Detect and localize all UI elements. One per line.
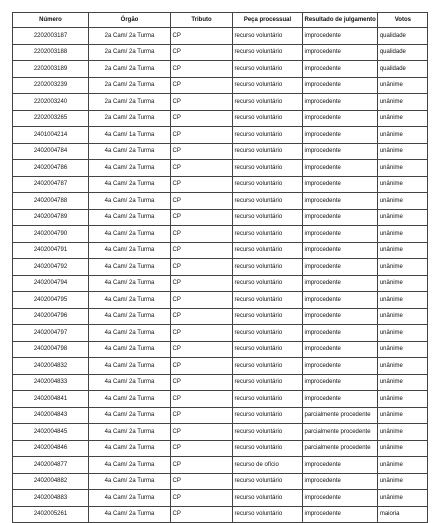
votos-cell: unânime	[378, 457, 428, 474]
table-row	[13, 176, 428, 193]
resultado-cell: improcedente	[303, 160, 378, 177]
table-row	[13, 209, 428, 226]
table-header-row	[13, 13, 428, 28]
numero-cell: 2402004877	[13, 457, 89, 474]
tributo-cell: CP	[171, 424, 233, 441]
orgao-cell: 4a Cam/ 2a Turma	[89, 143, 171, 160]
peca-cell: recurso voluntário	[233, 424, 303, 441]
orgao-cell: 4a Cam/ 2a Turma	[89, 259, 171, 276]
tributo-cell: CP	[171, 358, 233, 375]
votos-cell: unânime	[378, 374, 428, 391]
table-row	[13, 358, 428, 375]
numero-cell: 2202003265	[13, 110, 89, 127]
peca-cell: recurso voluntário	[233, 275, 303, 292]
orgao-cell: 4a Cam/ 2a Turma	[89, 325, 171, 342]
tributo-cell: CP	[171, 325, 233, 342]
header-peca-processual: Peça processual	[233, 13, 303, 28]
numero-cell: 2202003187	[13, 28, 89, 45]
resultado-cell: improcedente	[303, 77, 378, 94]
resultado-cell: improcedente	[303, 473, 378, 490]
tributo-cell: CP	[171, 341, 233, 358]
orgao-cell: 4a Cam/ 1a Turma	[89, 127, 171, 144]
tributo-cell: CP	[171, 473, 233, 490]
votos-cell: unânime	[378, 176, 428, 193]
orgao-cell: 4a Cam/ 2a Turma	[89, 424, 171, 441]
resultado-cell: improcedente	[303, 292, 378, 309]
resultado-cell: improcedente	[303, 94, 378, 111]
table-row	[13, 391, 428, 408]
tributo-cell: CP	[171, 94, 233, 111]
header-resultado: Resultado de julgamento	[303, 13, 378, 28]
table-row	[13, 374, 428, 391]
tributo-cell: CP	[171, 193, 233, 210]
table-row	[13, 275, 428, 292]
tributo-cell: CP	[171, 127, 233, 144]
table-row	[13, 308, 428, 325]
table-row	[13, 44, 428, 61]
tributo-cell: CP	[171, 242, 233, 259]
votos-cell: unânime	[378, 226, 428, 243]
votos-cell: unânime	[378, 209, 428, 226]
numero-cell: 2402004797	[13, 325, 89, 342]
resultado-cell: improcedente	[303, 490, 378, 507]
table-body	[13, 28, 428, 523]
orgao-cell: 4a Cam/ 2a Turma	[89, 292, 171, 309]
resultado-cell: improcedente	[303, 143, 378, 160]
numero-cell: 2401004214	[13, 127, 89, 144]
orgao-cell: 4a Cam/ 2a Turma	[89, 242, 171, 259]
orgao-cell: 2a Cam/ 2a Turma	[89, 28, 171, 45]
tributo-cell: CP	[171, 209, 233, 226]
document-page	[12, 12, 428, 523]
peca-cell: recurso voluntário	[233, 407, 303, 424]
votos-cell: unânime	[378, 325, 428, 342]
resultado-cell: improcedente	[303, 242, 378, 259]
table-row	[13, 325, 428, 342]
table-row	[13, 292, 428, 309]
peca-cell: recurso voluntário	[233, 160, 303, 177]
resultado-cell: parcialmente procedente	[303, 407, 378, 424]
peca-cell: recurso voluntário	[233, 28, 303, 45]
resultado-cell: improcedente	[303, 44, 378, 61]
table-row	[13, 193, 428, 210]
resultado-cell: improcedente	[303, 61, 378, 78]
table-row	[13, 407, 428, 424]
numero-cell: 2402004790	[13, 226, 89, 243]
tributo-cell: CP	[171, 176, 233, 193]
peca-cell: recurso voluntário	[233, 143, 303, 160]
orgao-cell: 4a Cam/ 2a Turma	[89, 308, 171, 325]
tributo-cell: CP	[171, 506, 233, 523]
peca-cell: recurso voluntário	[233, 110, 303, 127]
table-row	[13, 424, 428, 441]
votos-cell: unânime	[378, 424, 428, 441]
numero-cell: 2402004786	[13, 160, 89, 177]
table-row	[13, 341, 428, 358]
peca-cell: recurso de ofício	[233, 457, 303, 474]
numero-cell: 2402004798	[13, 341, 89, 358]
orgao-cell: 4a Cam/ 2a Turma	[89, 407, 171, 424]
votos-cell: unânime	[378, 358, 428, 375]
numero-cell: 2402004883	[13, 490, 89, 507]
numero-cell: 2402004791	[13, 242, 89, 259]
votos-cell: qualidade	[378, 28, 428, 45]
peca-cell: recurso voluntário	[233, 506, 303, 523]
numero-cell: 2202003189	[13, 61, 89, 78]
peca-cell: recurso voluntário	[233, 374, 303, 391]
votos-cell: unânime	[378, 110, 428, 127]
resultado-cell: improcedente	[303, 325, 378, 342]
votos-cell: unânime	[378, 143, 428, 160]
table-row	[13, 160, 428, 177]
table-row	[13, 226, 428, 243]
votos-cell: unânime	[378, 259, 428, 276]
numero-cell: 2202003240	[13, 94, 89, 111]
resultado-cell: improcedente	[303, 374, 378, 391]
votos-cell: unânime	[378, 341, 428, 358]
numero-cell: 2202003188	[13, 44, 89, 61]
table-row	[13, 143, 428, 160]
votos-cell: unânime	[378, 77, 428, 94]
votos-cell: unânime	[378, 193, 428, 210]
resultado-cell: improcedente	[303, 193, 378, 210]
votos-cell: unânime	[378, 242, 428, 259]
tributo-cell: CP	[171, 490, 233, 507]
numero-cell: 2402005261	[13, 506, 89, 523]
resultado-cell: improcedente	[303, 127, 378, 144]
judgment-table	[12, 12, 428, 523]
orgao-cell: 4a Cam/ 2a Turma	[89, 226, 171, 243]
numero-cell: 2402004832	[13, 358, 89, 375]
orgao-cell: 4a Cam/ 2a Turma	[89, 473, 171, 490]
orgao-cell: 4a Cam/ 2a Turma	[89, 160, 171, 177]
orgao-cell: 4a Cam/ 2a Turma	[89, 275, 171, 292]
resultado-cell: parcialmente procedente	[303, 424, 378, 441]
tributo-cell: CP	[171, 440, 233, 457]
tributo-cell: CP	[171, 160, 233, 177]
resultado-cell: improcedente	[303, 358, 378, 375]
orgao-cell: 4a Cam/ 2a Turma	[89, 374, 171, 391]
peca-cell: recurso voluntário	[233, 308, 303, 325]
votos-cell: unânime	[378, 94, 428, 111]
orgao-cell: 4a Cam/ 2a Turma	[89, 341, 171, 358]
resultado-cell: improcedente	[303, 28, 378, 45]
resultado-cell: improcedente	[303, 209, 378, 226]
tributo-cell: CP	[171, 28, 233, 45]
votos-cell: maioria	[378, 506, 428, 523]
header-tributo: Tributo	[171, 13, 233, 28]
numero-cell: 2402004846	[13, 440, 89, 457]
table-row	[13, 457, 428, 474]
numero-cell: 2402004843	[13, 407, 89, 424]
tributo-cell: CP	[171, 226, 233, 243]
tributo-cell: CP	[171, 61, 233, 78]
tributo-cell: CP	[171, 374, 233, 391]
numero-cell: 2402004792	[13, 259, 89, 276]
orgao-cell: 4a Cam/ 2a Turma	[89, 391, 171, 408]
votos-cell: unânime	[378, 440, 428, 457]
tributo-cell: CP	[171, 44, 233, 61]
orgao-cell: 4a Cam/ 2a Turma	[89, 358, 171, 375]
resultado-cell: improcedente	[303, 341, 378, 358]
peca-cell: recurso voluntário	[233, 77, 303, 94]
orgao-cell: 4a Cam/ 2a Turma	[89, 176, 171, 193]
votos-cell: unânime	[378, 308, 428, 325]
table-row	[13, 440, 428, 457]
numero-cell: 2202003239	[13, 77, 89, 94]
tributo-cell: CP	[171, 110, 233, 127]
votos-cell: unânime	[378, 473, 428, 490]
orgao-cell: 4a Cam/ 2a Turma	[89, 440, 171, 457]
numero-cell: 2402004787	[13, 176, 89, 193]
peca-cell: recurso voluntário	[233, 176, 303, 193]
peca-cell: recurso voluntário	[233, 490, 303, 507]
tributo-cell: CP	[171, 259, 233, 276]
orgao-cell: 4a Cam/ 2a Turma	[89, 506, 171, 523]
orgao-cell: 4a Cam/ 2a Turma	[89, 209, 171, 226]
tributo-cell: CP	[171, 143, 233, 160]
resultado-cell: improcedente	[303, 391, 378, 408]
peca-cell: recurso voluntário	[233, 209, 303, 226]
orgao-cell: 4a Cam/ 2a Turma	[89, 490, 171, 507]
table-row	[13, 61, 428, 78]
peca-cell: recurso voluntário	[233, 193, 303, 210]
numero-cell: 2402004845	[13, 424, 89, 441]
tributo-cell: CP	[171, 275, 233, 292]
peca-cell: recurso voluntário	[233, 358, 303, 375]
votos-cell: unânime	[378, 490, 428, 507]
peca-cell: recurso voluntário	[233, 94, 303, 111]
orgao-cell: 2a Cam/ 2a Turma	[89, 94, 171, 111]
orgao-cell: 2a Cam/ 2a Turma	[89, 77, 171, 94]
table-row	[13, 473, 428, 490]
numero-cell: 2402004795	[13, 292, 89, 309]
resultado-cell: improcedente	[303, 506, 378, 523]
table-row	[13, 506, 428, 523]
tributo-cell: CP	[171, 292, 233, 309]
numero-cell: 2402004788	[13, 193, 89, 210]
orgao-cell: 4a Cam/ 2a Turma	[89, 457, 171, 474]
peca-cell: recurso voluntário	[233, 127, 303, 144]
peca-cell: recurso voluntário	[233, 325, 303, 342]
peca-cell: recurso voluntário	[233, 473, 303, 490]
peca-cell: recurso voluntário	[233, 226, 303, 243]
tributo-cell: CP	[171, 407, 233, 424]
votos-cell: unânime	[378, 160, 428, 177]
peca-cell: recurso voluntário	[233, 44, 303, 61]
table-row	[13, 110, 428, 127]
resultado-cell: improcedente	[303, 226, 378, 243]
votos-cell: unânime	[378, 391, 428, 408]
numero-cell: 2402004833	[13, 374, 89, 391]
table-row	[13, 259, 428, 276]
votos-cell: qualidade	[378, 44, 428, 61]
resultado-cell: improcedente	[303, 110, 378, 127]
numero-cell: 2402004841	[13, 391, 89, 408]
table-row	[13, 127, 428, 144]
orgao-cell: 2a Cam/ 2a Turma	[89, 44, 171, 61]
resultado-cell: improcedente	[303, 176, 378, 193]
orgao-cell: 4a Cam/ 2a Turma	[89, 193, 171, 210]
table-row	[13, 490, 428, 507]
peca-cell: recurso voluntário	[233, 341, 303, 358]
numero-cell: 2402004784	[13, 143, 89, 160]
peca-cell: recurso voluntário	[233, 61, 303, 78]
votos-cell: unânime	[378, 127, 428, 144]
table-row	[13, 242, 428, 259]
numero-cell: 2402004794	[13, 275, 89, 292]
numero-cell: 2402004789	[13, 209, 89, 226]
header-numero: Número	[13, 13, 89, 28]
table-row	[13, 77, 428, 94]
table-row	[13, 28, 428, 45]
header-orgao: Órgão	[89, 13, 171, 28]
votos-cell: unânime	[378, 407, 428, 424]
votos-cell: unânime	[378, 292, 428, 309]
resultado-cell: improcedente	[303, 275, 378, 292]
resultado-cell: improcedente	[303, 308, 378, 325]
peca-cell: recurso voluntário	[233, 292, 303, 309]
tributo-cell: CP	[171, 457, 233, 474]
tributo-cell: CP	[171, 308, 233, 325]
peca-cell: recurso voluntário	[233, 242, 303, 259]
numero-cell: 2402004796	[13, 308, 89, 325]
votos-cell: qualidade	[378, 61, 428, 78]
tributo-cell: CP	[171, 391, 233, 408]
resultado-cell: improcedente	[303, 259, 378, 276]
header-votos: Votos	[378, 13, 428, 28]
numero-cell: 2402004882	[13, 473, 89, 490]
orgao-cell: 2a Cam/ 2a Turma	[89, 61, 171, 78]
table-row	[13, 94, 428, 111]
peca-cell: recurso voluntário	[233, 391, 303, 408]
tributo-cell: CP	[171, 77, 233, 94]
resultado-cell: parcialmente procedente	[303, 440, 378, 457]
peca-cell: recurso voluntário	[233, 440, 303, 457]
orgao-cell: 2a Cam/ 2a Turma	[89, 110, 171, 127]
peca-cell: recurso voluntário	[233, 259, 303, 276]
resultado-cell: improcedente	[303, 457, 378, 474]
votos-cell: unânime	[378, 275, 428, 292]
